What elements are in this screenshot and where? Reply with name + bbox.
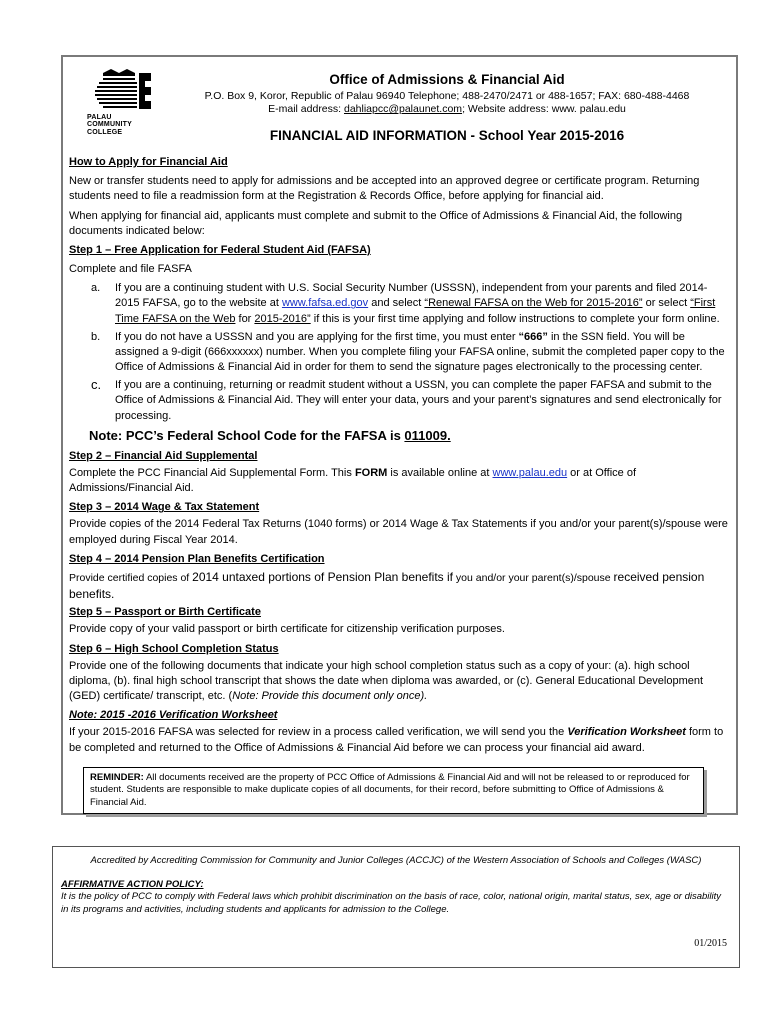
verification-text: If your 2015-2016 FAFSA was selected for review in a process called verification, we will send you the Verification Worksheet form to be completed and returned to the Office of Admissions & Financial Aid before we can process your financial aid award. [69,726,724,754]
step4-heading: Step 4 – 2014 Pension Plan Benefits Certification [69,552,325,565]
step2-heading: Step 2 – Financial Aid Supplemental [69,449,258,462]
verification-heading: Note: 2015 -2016 Verification Worksheet [69,709,278,722]
revision-date: 01/2015 [694,938,727,949]
step1-lead: Complete and file FASFA [69,263,192,276]
office-contact: E-mail address: dahliapcc@palaunet.com; Website address: www. palau.edu [268,103,626,115]
logo-text: PALAU COMMUNITY COLLEGE [87,114,132,136]
intro-paragraph-2: When applying for financial aid, applicants must complete and submit to the Office of Admissions & Financial Aid, the following documents indicated below: [69,209,683,237]
step6-heading: Step 6 – High School Completion Status [69,642,279,655]
document-frame [61,55,738,815]
palau-edu-link[interactable]: www.palau.edu [492,466,568,479]
office-title: Office of Admissions & Financial Aid [329,72,565,87]
fafsa-link[interactable]: www.fafsa.ed.gov [281,297,369,310]
affirmative-action-text: It is the policy of PCC to comply with Federal laws which prohibit discrimination on the basis of race, color, national origin, marital status, sex, age or disability in its programs and activities, including students and applicants for admission to the College. [61,891,722,916]
step1-heading: Step 1 – Free Application for Federal Student Aid (FAFSA) [69,243,371,256]
office-address: P.O. Box 9, Koror, Republic of Palau 96940 Telephone; 488-2470/2471 or 488-1657; FAX: 680-488-4468 [204,90,690,102]
header [69,67,730,153]
footer-box [52,846,740,968]
list-item: a. If you are a continuing student with U.S. Social Security Number (USSSN), independent from your parents and filed 2014-2015 FAFSA, go to the website at www.fafsa.ed.gov and select “Renewal FAFSA on the Web for 2015-2016” or select “First Time FAFSA on the Web for 2015-2016” if this is your first time applying and follow instructions to complete your form online. [91,282,720,325]
intro-paragraph-1: New or transfer students need to apply for admissions and be accepted into an approved degree or certificate program. Returning students need to file a readmission form at the Registration & Records Office, before applying for financial aid. [69,175,700,203]
step6-text: Provide one of the following documents that indicate your high school completion status such as a copy of your: (a). high school diploma, (b). final high school transcript that shows the date when diploma was awarded, or (c). General Educational Development (GED) certificate/ transcript, etc. (Note: Provide this document only once). [69,659,704,703]
how-to-apply-heading: How to Apply for Financial Aid [69,156,228,168]
step4-text: Provide certified copies of 2014 untaxed portions of Pension Plan benefits if you and/or your parent(s)/spouse received pension benefits. [69,569,705,602]
reminder-box: REMINDER: All documents received are the property of PCC Office of Admissions & Financial Aid and will not be released to or reproduced for student. Students are responsible to make duplicate copies of all documents, for their record, before submitting to Office of Admissions & Financial Aid. [83,767,704,814]
document-title: FINANCIAL AID INFORMATION - School Year 2015-2016 [269,128,625,143]
step2-text: Complete the PCC Financial Aid Supplemental Form. This FORM is available online at www.palau.edu or at Office of Admissions/Financial Aid. [69,466,637,495]
accreditation-text: Accredited by Accrediting Commission for Community and Junior Colleges (ACCJC) of the Western Association of Schools and Colleges (WASC) [90,855,702,866]
step1-list [69,281,730,424]
list-item: c. If you are a continuing, returning or readmit student without a USSN, you can complete the paper FAFSA and submit to the Office of Admissions & Financial Aid. They will enter your data, yours and your parent’s signatures and send electronically for processing. [91,377,722,422]
list-item: b. If you do not have a USSSN and you are applying for the first time, you must enter “666” in the SSN field. You will be assigned a 9-digit (666xxxxxx) number. When you complete filing your FAFSA online, submit the completed paper copy to the Office of Admissions & Financial Aid in order for them to send the signature pages electronically to the processing center. [91,330,725,374]
step5-heading: Step 5 – Passport or Birth Certificate [69,606,261,619]
step5-text: Provide copy of your valid passport or birth certificate for citizenship verification purposes. [69,623,505,636]
email-link[interactable]: dahliapcc@palaunet.com [343,103,463,115]
affirmative-action-heading: AFFIRMATIVE ACTION POLICY: [61,879,204,890]
step3-heading: Step 3 – 2014 Wage & Tax Statement [69,501,260,514]
school-code-note: Note: PCC’s Federal School Code for the FAFSA is 011009. [89,427,451,443]
step3-text: Provide copies of the 2014 Federal Tax Returns (1040 forms) or 2014 Wage & Tax Statements if you and/or your parent(s)/spouse were employed during Fiscal Year 2014. [69,518,728,546]
